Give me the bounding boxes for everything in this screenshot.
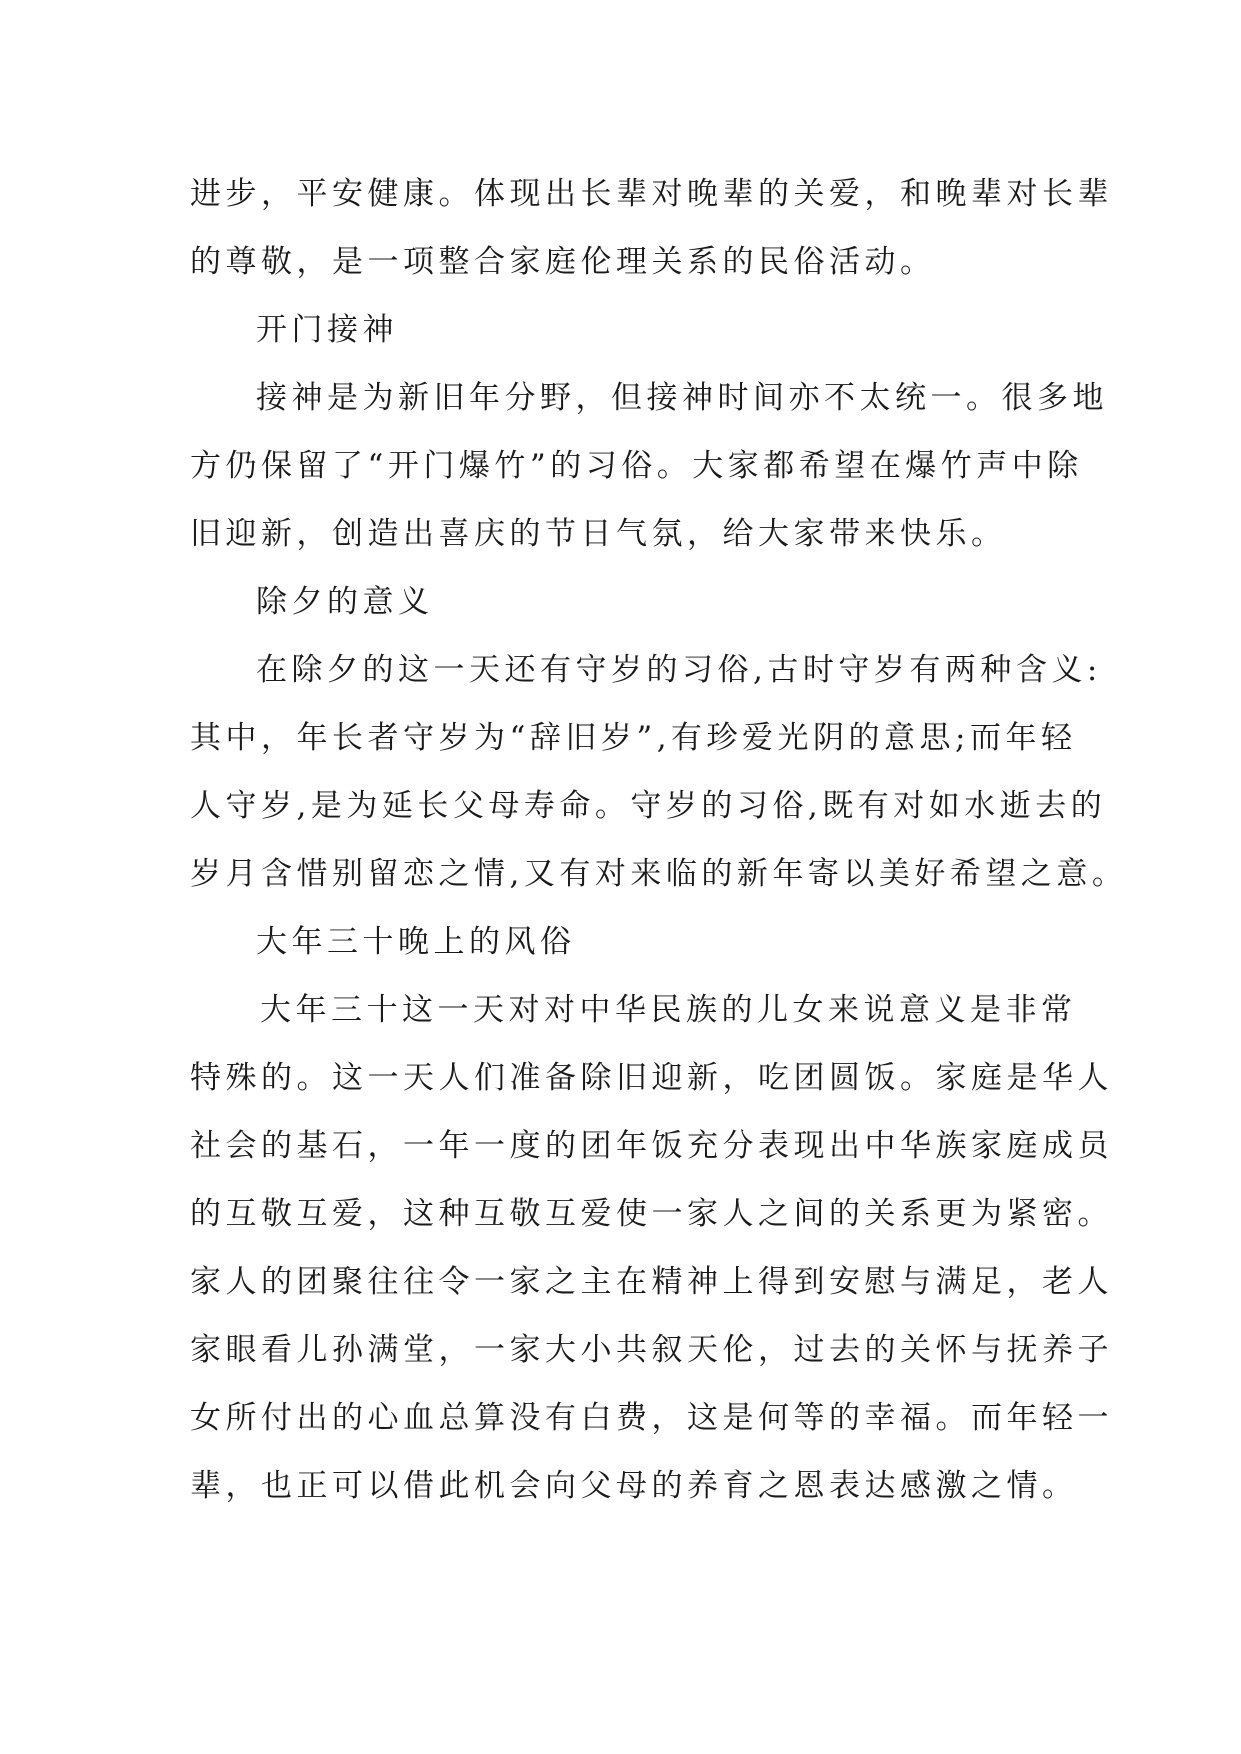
paragraph-line: 其中，年长者守岁为“辞旧岁”,有珍爱光阴的意思;而年轻 <box>190 720 1077 756</box>
paragraph-line: 人守岁,是为延长父母寿命。守岁的习俗,既有对如水逝去的 <box>190 788 1107 824</box>
paragraph-line: 辈，也正可以借此机会向父母的养育之恩表达感激之情。 <box>190 1468 1078 1504</box>
paragraph-line: 的尊敬，是一项整合家庭伦理关系的民俗活动。 <box>190 244 936 280</box>
section-heading-open-door: 开门接神 <box>256 312 398 348</box>
paragraph-line: 的互敬互爱，这种互敬互爱使一家人之间的关系更为紧密。 <box>190 1196 1113 1232</box>
paragraph-line: 方仍保留了“开门爆竹”的习俗。大家都希望在爆竹声中除 <box>190 448 1083 484</box>
paragraph-line: 女所付出的心血总算没有白费，这是何等的幸福。而年轻一 <box>190 1400 1113 1436</box>
paragraph-line: 进步，平安健康。体现出长辈对晚辈的关爱，和晚辈对长辈 <box>190 176 1113 212</box>
section-heading-new-year-eve-customs: 大年三十晚上的风俗 <box>256 924 576 960</box>
paragraph-line: 在除夕的这一天还有守岁的习俗,古时守岁有两种含义: <box>256 652 1102 688</box>
paragraph-line: 家眼看儿孙满堂，一家大小共叙天伦，过去的关怀与抚养子 <box>190 1332 1113 1368</box>
paragraph-line: 特殊的。这一天人们准备除旧迎新，吃团圆饭。家庭是华人 <box>190 1060 1113 1096</box>
paragraph-line: 旧迎新，创造出喜庆的节日气氛，给大家带来快乐。 <box>190 516 1007 552</box>
section-heading-meaning: 除夕的意义 <box>256 584 434 620</box>
paragraph-line: 岁月含惜别留恋之情,又有对来临的新年寄以美好希望之意。 <box>190 856 1128 892</box>
paragraph-line: 接神是为新旧年分野，但接神时间亦不太统一。很多地 <box>256 380 1108 416</box>
document-body <box>190 160 1128 1520</box>
paragraph-line: 大年三十这一天对对中华民族的儿女来说意义是非常 <box>260 992 1077 1028</box>
paragraph-line: 家人的团聚往往令一家之主在精神上得到安慰与满足，老人 <box>190 1264 1113 1300</box>
paragraph-line: 社会的基石，一年一度的团年饭充分表现出中华族家庭成员 <box>190 1128 1113 1164</box>
